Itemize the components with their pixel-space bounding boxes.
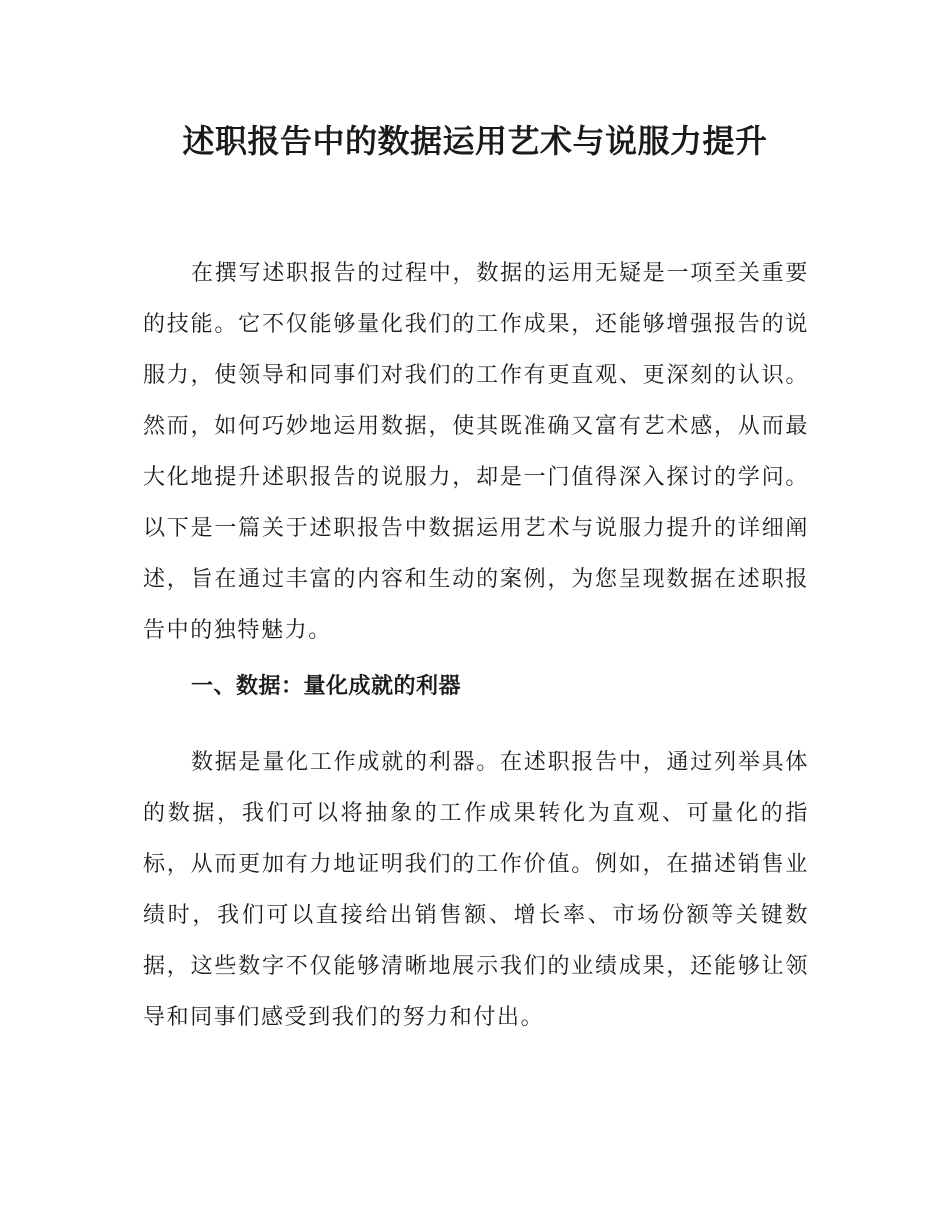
- section-heading: 一、数据：量化成就的利器: [191, 674, 462, 699]
- intro-paragraph: 在撰写述职报告的过程中，数据的运用无疑是一项至关重要的技能。它不仅能够量化我们的工作成果，还能够增强报告的说服力，使领导和同事们对我们的工作有更直观、更深刻的认识。然而，如何巧妙地运用数据，使其既准确又富有艺术感，从而最大化地提升述职报告的说服力，却是一门值得深入探讨的学问。以下是一篇关于述职报告中数据运用艺术与说服力提升的详细阐述，旨在通过丰富的内容和生动的案例，为您呈现数据在述职报告中的独特魅力。: [143, 261, 809, 643]
- section-paragraph: 数据是量化工作成就的利器。在述职报告中，通过列举具体的数据，我们可以将抽象的工作成果转化为直观、可量化的指标，从而更加有力地证明我们的工作价值。例如，在描述销售业绩时，我们可以直接给出销售额、增长率、市场份额等关键数据，这些数字不仅能够清晰地展示我们的业绩成果，还能够让领导和同事们感受到我们的努力和付出。: [143, 750, 809, 1030]
- document-title: 述职报告中的数据运用艺术与说服力提升: [182, 122, 768, 160]
